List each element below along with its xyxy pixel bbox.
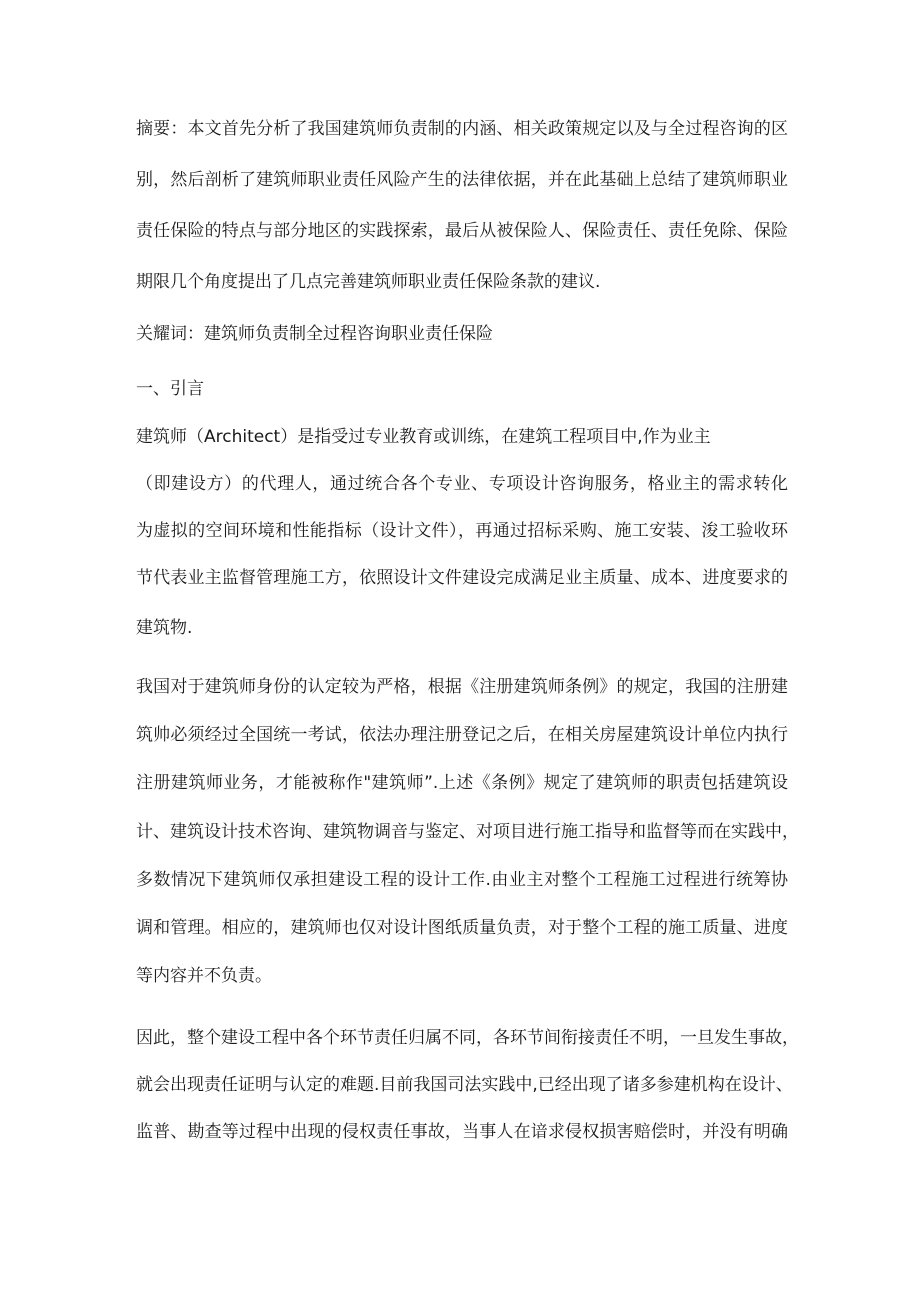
paragraph-line: 注册建筑师业务，才能被称作"建筑师”.上述《条例》规定了建筑师的职责包括建筑设 xyxy=(136,773,788,793)
paragraph-line: 多数情况下建筑师仅承担建设工程的设计工作.由业主对整个工程施工过程进行统筹协 xyxy=(136,870,788,890)
paragraph-line: 等内容并不负责。 xyxy=(136,966,272,986)
abstract-line: 期限几个角度提出了几点完善建筑师职业责任保险条款的建议. xyxy=(136,272,601,292)
section-heading-text: 一、引言 xyxy=(136,379,204,399)
paragraph-line: 调和管理。相应的，建筑师也仅对设计图纸质量负责，对于整个工程的施工质量、进度 xyxy=(136,918,788,938)
abstract-line: 责任保险的特点与部分地区的实践探索，最后从被保险人、保险责任、责任免除、保险 xyxy=(136,221,788,241)
paragraph-line: 因此，整个建设工程中各个环节责任归属不同，各环节间衔接责任不明，一旦发生事故， xyxy=(136,1028,799,1048)
paragraph-line: 计、建筑设计技术咨询、建筑物调音与鉴定、对项目进行施工指导和监督等而在实践中， xyxy=(136,822,799,842)
paragraph-line: 监普、勘查等过程中出现的侵权责任事故，当事人在谙求侵权损害赔偿时，并没有明确 xyxy=(136,1122,788,1142)
keywords-text: 关耀词：建筑师负责制全过程咨询职业责任保险 xyxy=(136,324,493,344)
paragraph-line: 我国对于建筑师身份的认定较为严格，根据《注册建筑师条例》的规定，我国的注册建 xyxy=(136,677,788,697)
paragraph-line: 就会出现责任证明与认定的难题.目前我国司法实践中,已经出现了诸多参建机构在设计、 xyxy=(136,1075,793,1095)
abstract-line: 摘要：本文首先分析了我国建筑师负责制的内涵、相关政策规定以及与全过程咨询的区 xyxy=(136,119,788,139)
paragraph-line: （即建设方）的代理人，通过统合各个专业、专项设计咨询服务，格业主的需求转化 xyxy=(136,474,788,494)
paragraph-line: 节代表业主监督管理施工方，依照设计文件建设完成满足业主质量、成本、进度要求的 xyxy=(136,568,788,588)
paragraph-line: 为虚拟的空间环境和性能指标（设计文件），再通过招标采购、施工安装、浚工验收环 xyxy=(136,521,788,541)
paragraph-line: 建筑师（Architect）是指受过专业教育或训练，在建筑工程项目中,作为业主 xyxy=(136,427,711,447)
paragraph-line: 建筑物. xyxy=(136,618,193,638)
paragraph-line: 筑帅必须经过全国统一考试，依法办理注册登记之后，在相关房屋建筑设计单位内执行 xyxy=(136,725,788,745)
abstract-line: 别，然后剖析了建筑师职业责任风险产生的法律依据，并在此基础上总结了建筑师职业 xyxy=(136,170,788,190)
